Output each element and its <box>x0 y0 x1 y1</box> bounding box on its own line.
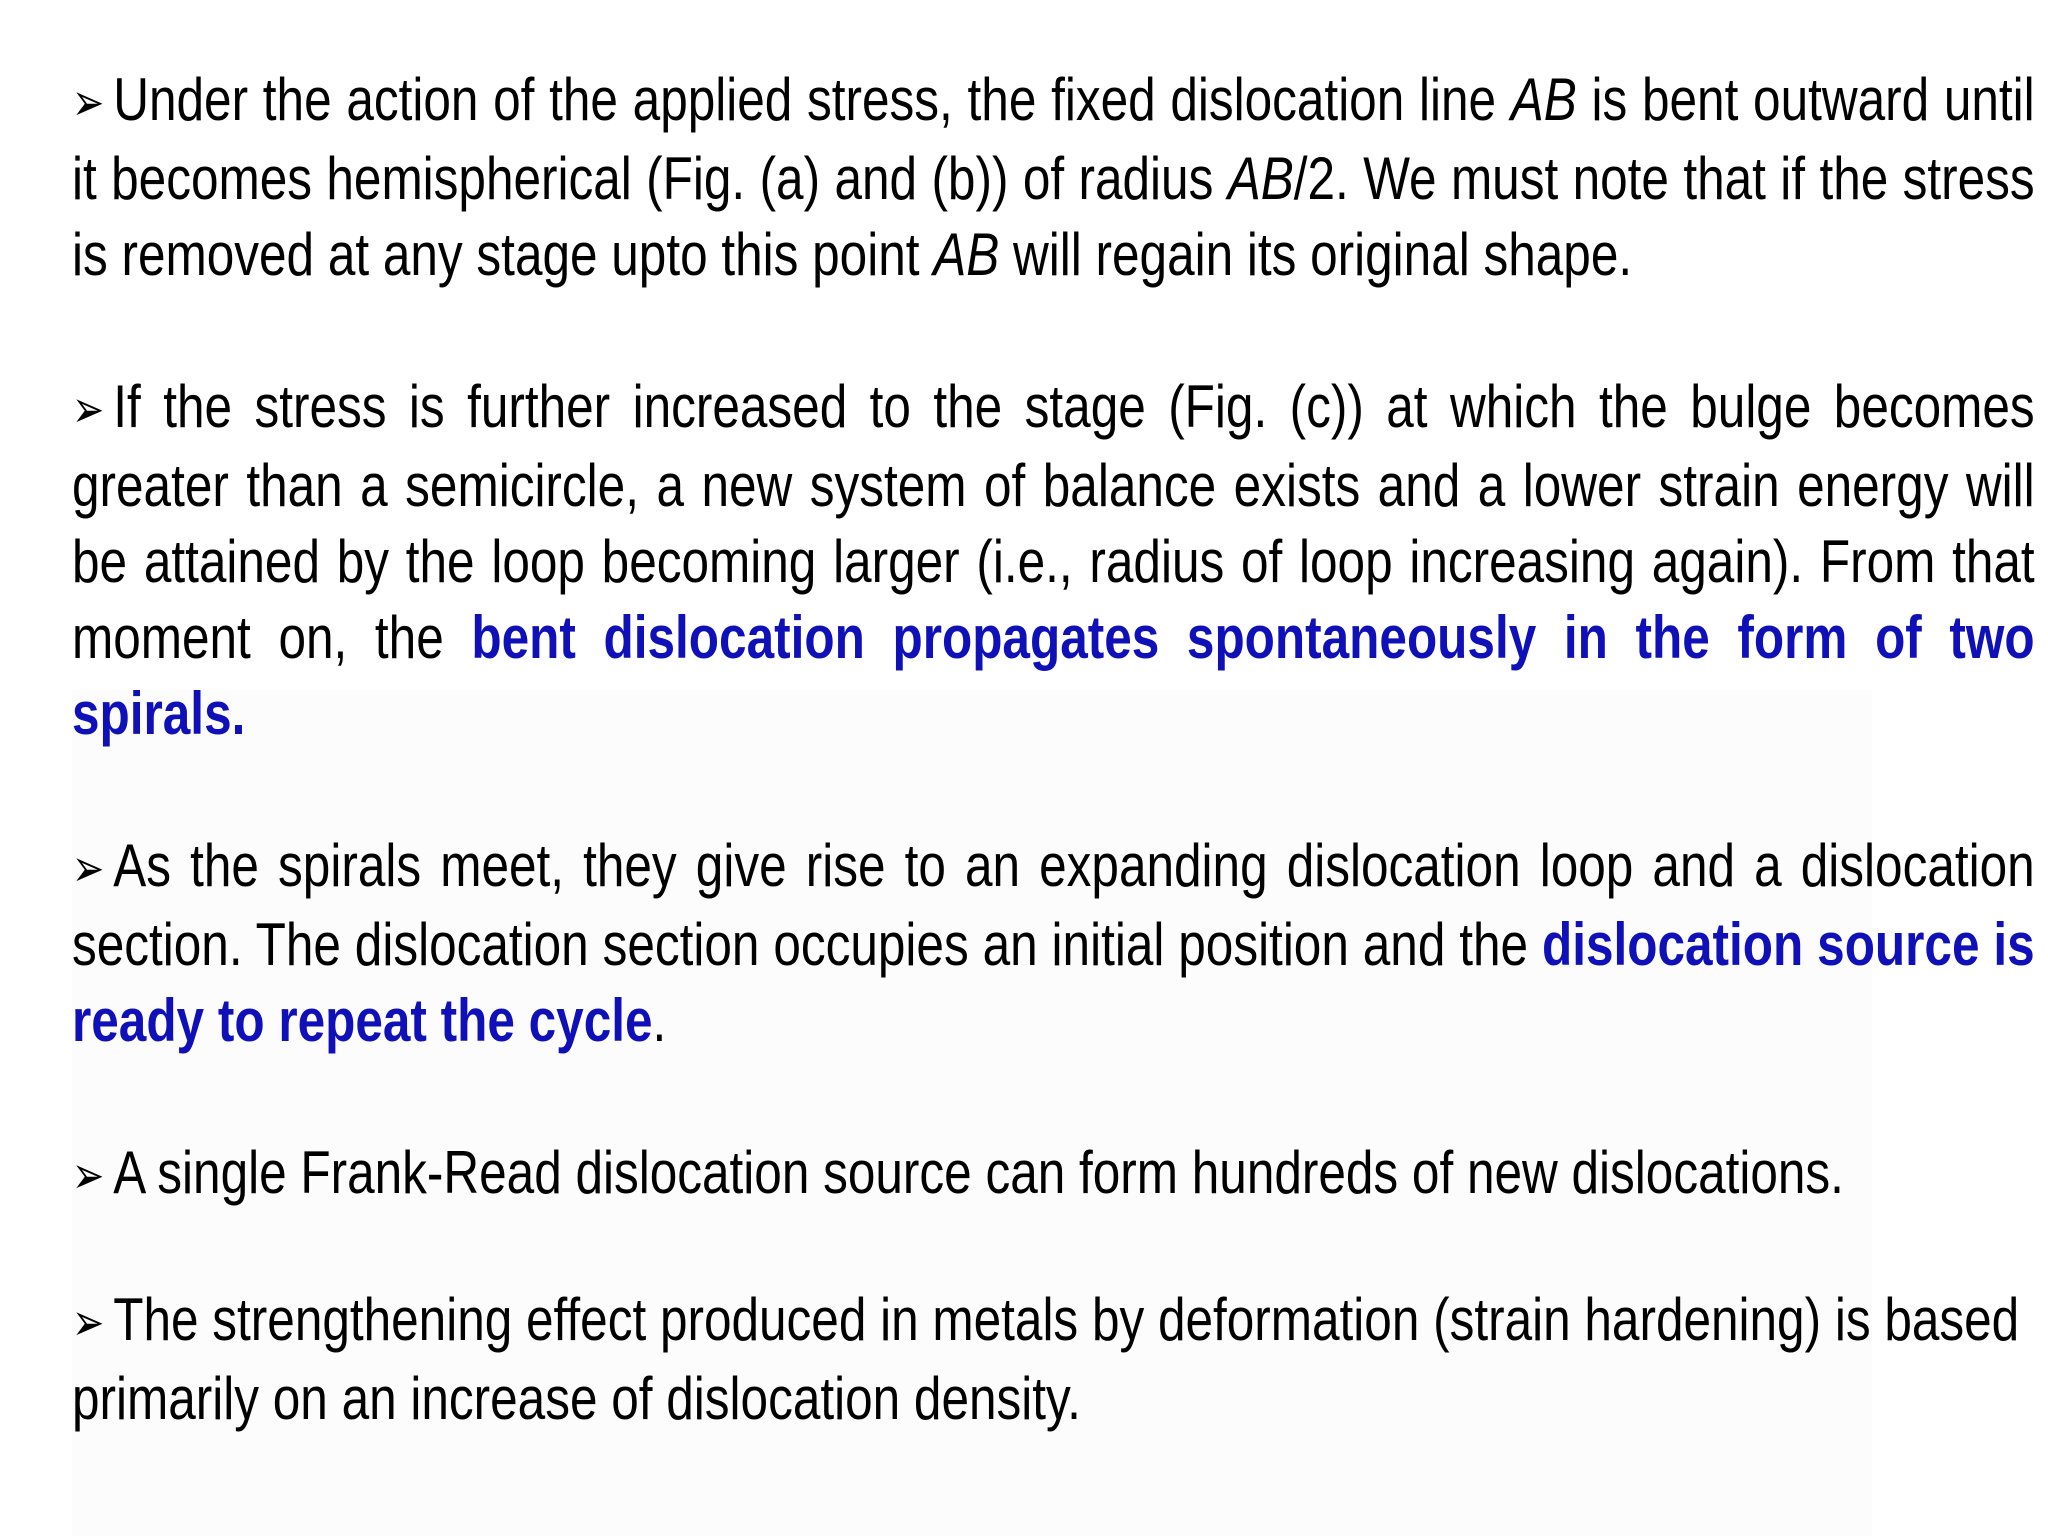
italic-ab: AB <box>1510 66 1577 133</box>
text-segment: A single Frank-Read dislocation source can form hundreds of new dislocations. <box>113 1139 1844 1206</box>
text-segment: Under the action of the applied stress, the fixed dislocation line <box>113 66 1511 133</box>
paragraph-applied-stress <box>72 62 2035 293</box>
arrow-bullet-icon: ➢ <box>72 1146 105 1206</box>
paragraph-strain-hardening <box>72 1282 2035 1437</box>
italic-ab: AB <box>933 221 1000 288</box>
paragraph-frank-read <box>72 1135 2035 1214</box>
highlighted-text: bent dislocation propagates spontaneously in the form of two spirals. <box>72 604 2035 747</box>
text-segment: will regain its original shape. <box>999 221 1633 288</box>
arrow-bullet-icon: ➢ <box>72 73 105 133</box>
text-segment: . <box>652 987 667 1054</box>
italic-ab: AB <box>1227 145 1294 212</box>
arrow-bullet-icon: ➢ <box>72 839 105 899</box>
paragraph-stress-increased <box>72 369 2035 752</box>
text-segment: As the spirals meet, they give rise to an expanding dislocation loop and a dislocation section. The dislocation section occupies an initial position and the <box>72 832 2035 978</box>
paragraph-spirals-meet <box>72 828 2035 1059</box>
slide-content <box>72 62 2036 1437</box>
highlighted-text: dislocation source is ready to repeat the cycle <box>72 911 2035 1054</box>
text-segment: The strengthening effect produced in metals by deformation (strain hardening) is based primarily on an increase of dislocation density. <box>72 1286 2020 1432</box>
arrow-bullet-icon: ➢ <box>72 1293 105 1353</box>
text-segment: /2. We must note that if the stress is removed at any stage upto this point <box>72 145 2035 288</box>
arrow-bullet-icon: ➢ <box>72 380 105 440</box>
text-segment: is bent outward until it becomes hemispherical (Fig. (a) and (b)) of radius <box>72 66 2035 212</box>
text-segment: If the stress is further increased to the stage (Fig. (c)) at which the bulge becomes greater than a semicircle, a new system of balance exists and a lower strain energy will be attained by the loop becoming larger (i.e., radius of loop increasing again). From that moment on, the <box>72 373 2035 671</box>
